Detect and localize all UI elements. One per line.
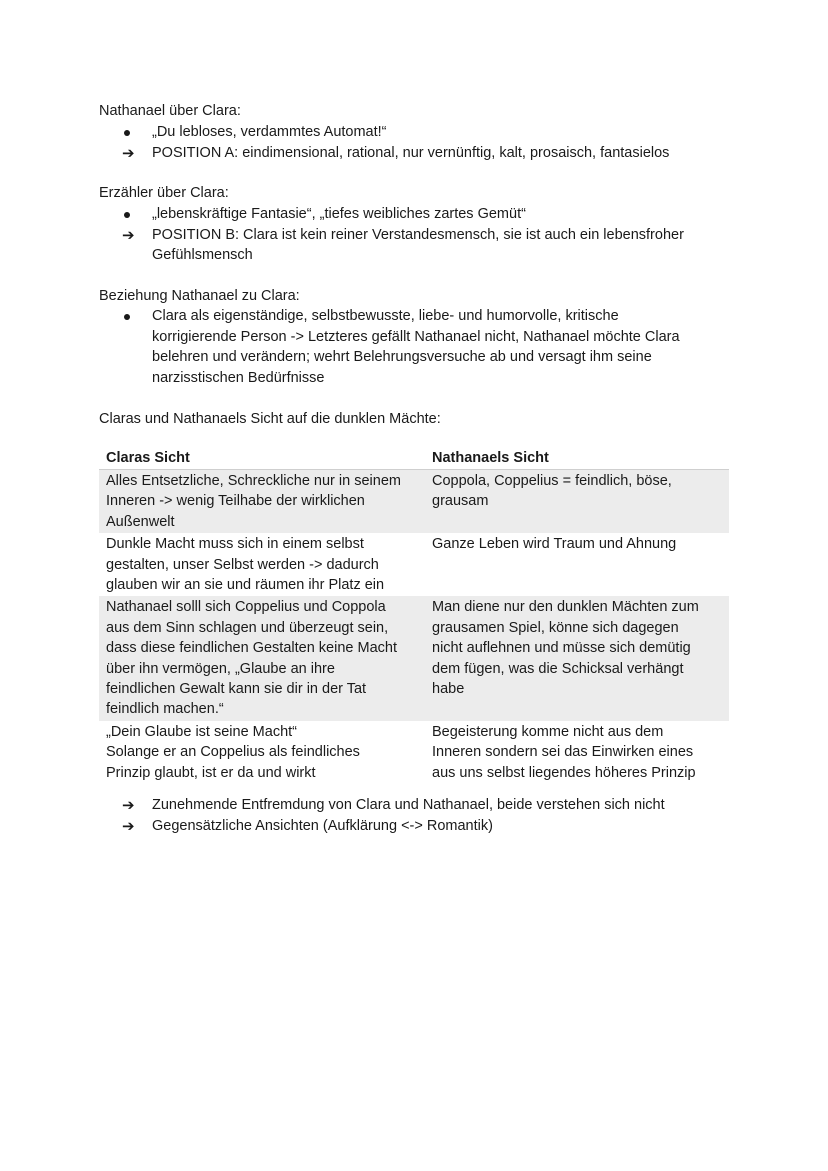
text-line: Begeisterung komme nicht aus dem (432, 723, 664, 740)
text-line: glauben wir an sie und räumen ihr Platz ein (106, 577, 385, 594)
table-cell (425, 470, 729, 534)
table-row (99, 470, 729, 534)
list-item-text: Gegensätzliche Ansichten (Aufklärung <-> Romantik) (152, 817, 493, 834)
text-line: „Dein Glaube ist seine Macht“ (106, 723, 297, 740)
bullet-icon (122, 122, 142, 143)
list-item (122, 143, 669, 164)
list-erzaehler-ueber-clara (122, 204, 684, 266)
list-item (122, 204, 684, 225)
text-line: Gefühlsmensch (152, 247, 253, 263)
bullet-icon (122, 306, 142, 327)
text-line: Prinzip glaubt, ist er da und wirkt (106, 764, 316, 781)
text-line: Dunkle Macht muss sich in einem selbst (106, 536, 364, 553)
text-line: Inneren sondern sei das Einwirken eines (432, 744, 694, 761)
text-line: feindlich machen.“ (106, 701, 224, 718)
text-line: belehren und verändern; wehrt Belehrungsversuche ab und versagt ihm seine (152, 349, 652, 365)
text-line: Nathanael solll sich Coppelius und Coppola (106, 599, 386, 616)
text-line: gestalten, unser Selbst werden -> dadurch (106, 556, 379, 573)
list-item (122, 816, 665, 837)
text-line: POSITION B: Clara ist kein reiner Verstandesmensch, sie ist auch ein lebensfroher (152, 226, 684, 243)
table-cell (425, 596, 729, 720)
text-line: feindlichen Gewalt kann sie dir in der Tat (106, 681, 367, 698)
table-cell (99, 470, 425, 534)
text-line: Solange er an Coppelius als feindliches (106, 744, 360, 761)
list-item-text: „lebenskräftige Fantasie“, „tiefes weibliches zartes Gemüt“ (152, 206, 526, 222)
section-heading-nathanael-ueber-clara: Nathanael über Clara: (99, 103, 241, 119)
text-line: dass diese feindlichen Gestalten keine Macht (106, 640, 397, 657)
column-header-claras-sicht: Claras Sicht (99, 448, 425, 470)
comparison-table (99, 448, 729, 784)
table-row (99, 596, 729, 720)
text-line: dem fügen, was die Schicksal verhängt (432, 660, 684, 677)
list-nathanael-ueber-clara (122, 122, 669, 163)
text-line: Coppola, Coppelius = feindlich, böse, (432, 473, 672, 489)
list-item-text: POSITION A: eindimensional, rational, nur vernünftig, kalt, prosaisch, fantasielos (152, 144, 670, 161)
text-line: aus dem Sinn schlagen und überzeugt sein, (106, 619, 389, 636)
list-item (122, 795, 665, 816)
text-line: Ganze Leben wird Traum und Ahnung (432, 536, 677, 553)
list-item (122, 225, 684, 266)
arrow-right-icon: ➔ (122, 816, 135, 835)
text-line: grausamen Spiel, könne sich dagegen (432, 619, 679, 636)
table-cell (99, 721, 425, 784)
text-line: Außenwelt (106, 513, 175, 530)
list-item-text (152, 306, 680, 388)
text-line: Alles Entsetzliche, Schreckliche nur in seinem (106, 473, 401, 489)
text-line: aus uns selbst liegendes höheres Prinzip (432, 764, 696, 781)
arrow-right-icon: ➔ (122, 796, 135, 814)
section-heading-beziehung: Beziehung Nathanael zu Clara: (99, 288, 300, 304)
text-line: habe (432, 681, 465, 698)
table-cell (425, 533, 729, 596)
text-line: Inneren -> wenig Teilhabe der wirklichen (106, 493, 365, 510)
list-item (122, 122, 669, 143)
section-heading-erzaehler-ueber-clara: Erzähler über Clara: (99, 185, 229, 201)
column-header-nathanaels-sicht: Nathanaels Sicht (425, 448, 729, 470)
list-item-text: Zunehmende Entfremdung von Clara und Nathanael, beide verstehen sich nicht (152, 797, 665, 813)
text-line: korrigierende Person -> Letzteres gefällt Nathanael nicht, Nathanael möchte Clara (152, 328, 680, 345)
arrow-right-icon: ➔ (122, 143, 135, 162)
list-item (122, 306, 680, 388)
section-heading-dunkle-maechte: Claras und Nathanaels Sicht auf die dunklen Mächte: (99, 411, 441, 427)
list-conclusions (122, 795, 665, 836)
table-cell (425, 721, 729, 784)
table-cell (99, 596, 425, 720)
table-header-row (99, 448, 729, 470)
table-row (99, 533, 729, 596)
text-line: über ihn vermögen, „Glaube an ihre (106, 660, 335, 677)
list-beziehung (122, 306, 680, 388)
arrow-right-icon: ➔ (122, 225, 135, 244)
text-line: Man diene nur den dunklen Mächten zum (432, 599, 699, 616)
text-line: grausam (432, 493, 489, 510)
list-item-text: „Du lebloses, verdammtes Automat!“ (152, 124, 387, 140)
table-cell (99, 533, 425, 596)
table-row (99, 721, 729, 784)
text-line: narzisstischen Bedürfnisse (152, 369, 325, 386)
text-line: nicht auflehnen und müsse sich demütig (432, 640, 691, 657)
list-item-text (152, 225, 684, 266)
bullet-icon (122, 204, 142, 225)
text-line: Clara als eigenständige, selbstbewusste, liebe- und humorvolle, kritische (152, 308, 619, 324)
